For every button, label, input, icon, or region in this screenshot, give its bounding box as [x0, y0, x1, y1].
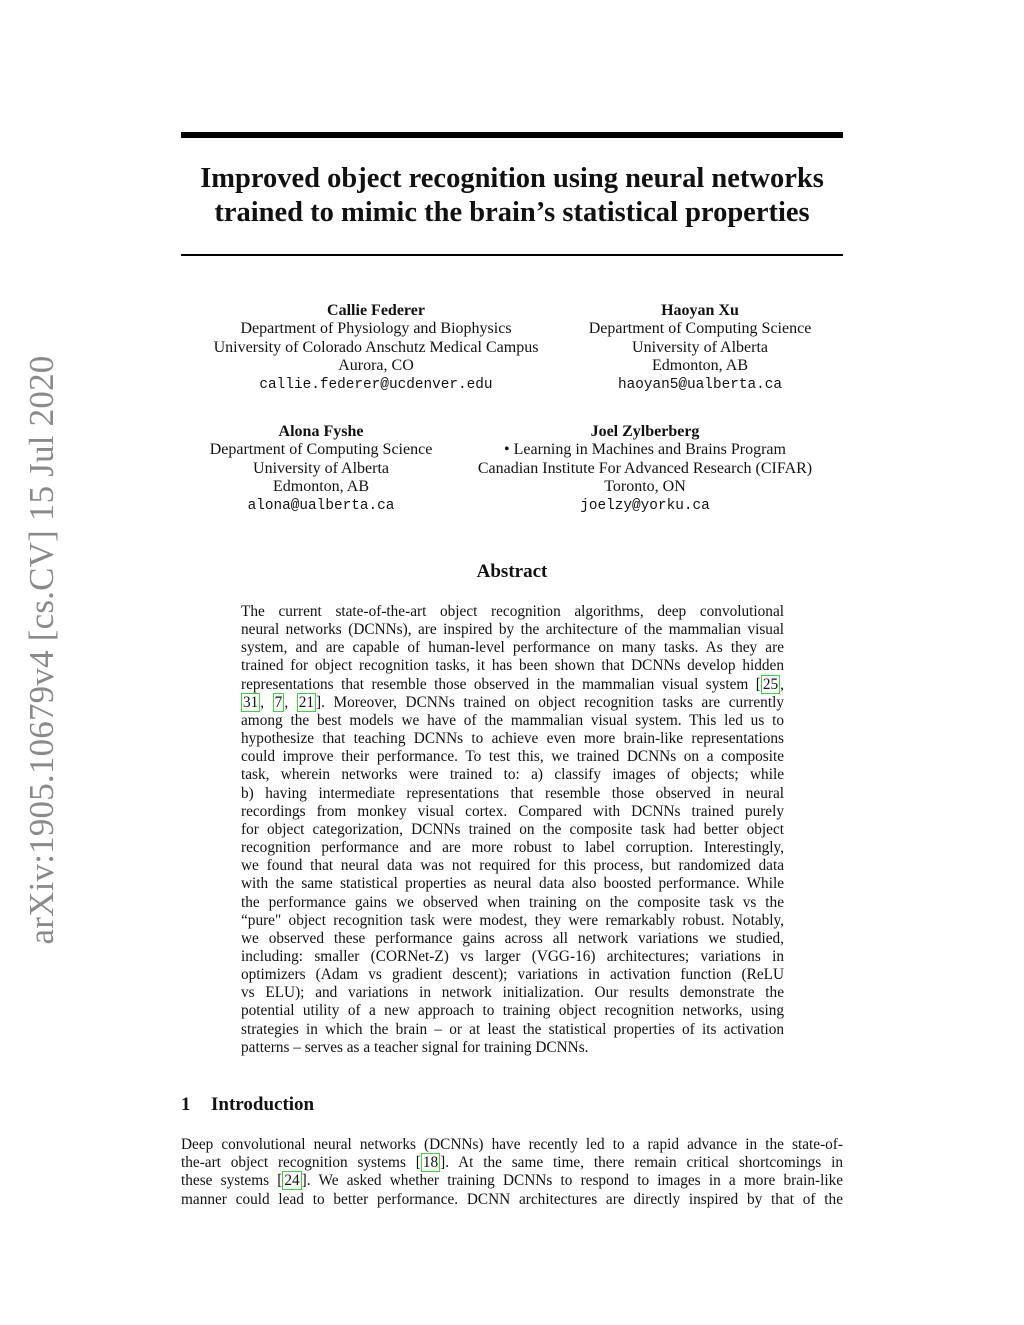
abstract-line: including: smaller (CORNet-Z) vs larger (VGG-16) architectures; variations in [241, 947, 784, 965]
author-location: Edmonton, AB [272, 478, 369, 496]
author-email[interactable]: alona@ualberta.ca [247, 497, 395, 514]
abstract-line-text: Moreover, DCNNs trained on object recognition tasks are currently [333, 693, 784, 711]
abstract-line: hypothesize that teaching DCNNs to achieve even more brain-like representations [241, 730, 784, 748]
author-department: Department of Computing Science [209, 441, 433, 459]
section-heading-introduction [181, 1094, 314, 1116]
citation-link[interactable]: 21 [298, 693, 314, 711]
abstract-line: 31 , 7 , 21 ]. Moreover, DCNNs trained on object recognition tasks are currently [243, 693, 784, 711]
abstract-line: among the best models we have of the mammalian visual system. This led us to [241, 711, 784, 729]
author-name: Callie Federer [327, 302, 425, 319]
abstract-line: trained for object recognition tasks, it has been shown that DCNNs develop hidden [241, 657, 784, 675]
intro-line: Deep convolutional neural networks (DCNNs) have recently led to a rapid advance in the state-of- [181, 1136, 843, 1153]
abstract-line: recognition performance and are more robust to label corruption. Interestingly, [241, 839, 784, 857]
introduction-body [181, 1136, 843, 1209]
abstract-line: optimizers (Adam vs gradient descent); variations in activation function (ReLU [241, 966, 784, 984]
paper-title [181, 162, 843, 230]
abstract-line: The current state-of-the-art object recognition algorithms, deep convolutional [241, 603, 784, 620]
citation-link[interactable]: 25 [762, 675, 779, 693]
abstract-line: strategies in which the brain – or at least the statistical properties of its activation [241, 1020, 784, 1038]
abstract-line: vs ELU); and variations in network initialization. Our results demonstrate the [241, 984, 784, 1002]
citation-link[interactable]: 24 [284, 1172, 300, 1190]
author-name: Alona Fyshe [278, 423, 364, 440]
intro-line-text: the-art object recognition systems [181, 1154, 406, 1172]
author-department: Department of Physiology and Biophysics [240, 320, 512, 338]
abstract-line: potential utility of a new approach to training object recognition networks, using [241, 1002, 784, 1020]
abstract-line: for object categorization, DCNNs trained on the composite task had better object [241, 820, 784, 838]
abstract-line: we found that neural data was not required for this process, but randomized data [241, 857, 784, 875]
citation-link[interactable]: 18 [422, 1154, 439, 1172]
author-block-xu [570, 302, 830, 394]
intro-line-text: . We asked whether training DCNNs to respond to images in a more brain-like [306, 1172, 844, 1190]
abstract-line: we observed these performance gains across all network variations we studied, [241, 929, 784, 947]
abstract-line: system, and are capable of human-level performance on many tasks. As they are [241, 639, 784, 657]
intro-line-text: these systems [181, 1172, 270, 1190]
author-institution: University of Alberta [253, 459, 389, 477]
title-line-2: trained to mimic the brain’s statistical properties [214, 197, 810, 228]
abstract-line-text: representations that resemble those observed in the mammalian visual system [241, 675, 749, 693]
abstract-line: neural networks (DCNNs), are inspired by the architecture of the mammalian visual [241, 621, 784, 639]
author-institution: Canadian Institute For Advanced Research (CIFAR) [477, 459, 813, 477]
author-location: Toronto, ON [604, 478, 686, 496]
author-block-zylberberg [460, 423, 830, 515]
abstract-line: task, wherein networks were trained to: a) classify images of objects; while [241, 766, 784, 784]
abstract-line: the performance gains we observed when training on the composite task vs the [241, 893, 784, 911]
author-institution: University of Colorado Anschutz Medical Campus [213, 338, 539, 356]
citation-link[interactable]: 7 [274, 693, 283, 711]
section-title: Introduction [211, 1094, 315, 1115]
abstract-body [241, 603, 784, 1057]
author-institution: University of Alberta [632, 338, 768, 356]
author-location: Edmonton, AB [651, 357, 748, 375]
citation-link[interactable]: 31 [243, 693, 259, 711]
author-department: • Learning in Machines and Brains Program [504, 441, 786, 459]
author-department: Department of Computing Science [588, 320, 812, 338]
title-bottom-rule [181, 254, 843, 256]
author-location: Aurora, CO [338, 357, 414, 375]
abstract-line: representations that resemble those observed in the mammalian visual system [ 25 , [241, 675, 784, 693]
intro-line: these systems [ 24 ]. We asked whether training DCNNs to respond to images in a more brain-like [181, 1172, 844, 1190]
intro-line-text: . At the same time, there remain critical shortcomings in [445, 1154, 843, 1172]
abstract-line: “pure" object recognition task were modest, they were remarkably robust. Notably, [241, 911, 784, 929]
intro-line: the-art object recognition systems [ 18 ]. At the same time, there remain critical shortcomings in [181, 1154, 843, 1172]
author-block-fyshe [190, 423, 452, 515]
author-email[interactable]: callie.federer@ucdenver.edu [259, 376, 493, 393]
author-block-federer [190, 302, 562, 394]
section-number: 1 [181, 1094, 191, 1115]
author-email[interactable]: joelzy@yorku.ca [580, 497, 710, 514]
abstract-heading: Abstract [476, 561, 548, 582]
intro-line: manner could lead to better performance. DCNN architectures are directly inspired by that of the [181, 1190, 843, 1208]
arxiv-identifier-stamp: arXiv:1905.10679v4 [cs.CV] 15 Jul 2020 [22, 355, 61, 945]
title-line-1: Improved object recognition using neural networks [200, 163, 824, 194]
abstract-line: with the same statistical properties as neural data also boosted performance. While [241, 875, 784, 893]
abstract-line: recordings from monkey visual cortex. Compared with DCNNs trained purely [241, 802, 784, 820]
author-email[interactable]: haoyan5@ualberta.ca [617, 376, 783, 393]
abstract-line: b) having intermediate representations that resemble those observed in neural [241, 784, 784, 802]
title-top-rule [181, 132, 843, 138]
abstract-line: patterns – serves as a teacher signal for training DCNNs. [241, 1038, 589, 1056]
author-name: Joel Zylberberg [590, 423, 700, 440]
abstract-line: could improve their performance. To test this, we trained DCNNs on a composite [241, 748, 784, 766]
author-name: Haoyan Xu [661, 302, 739, 319]
